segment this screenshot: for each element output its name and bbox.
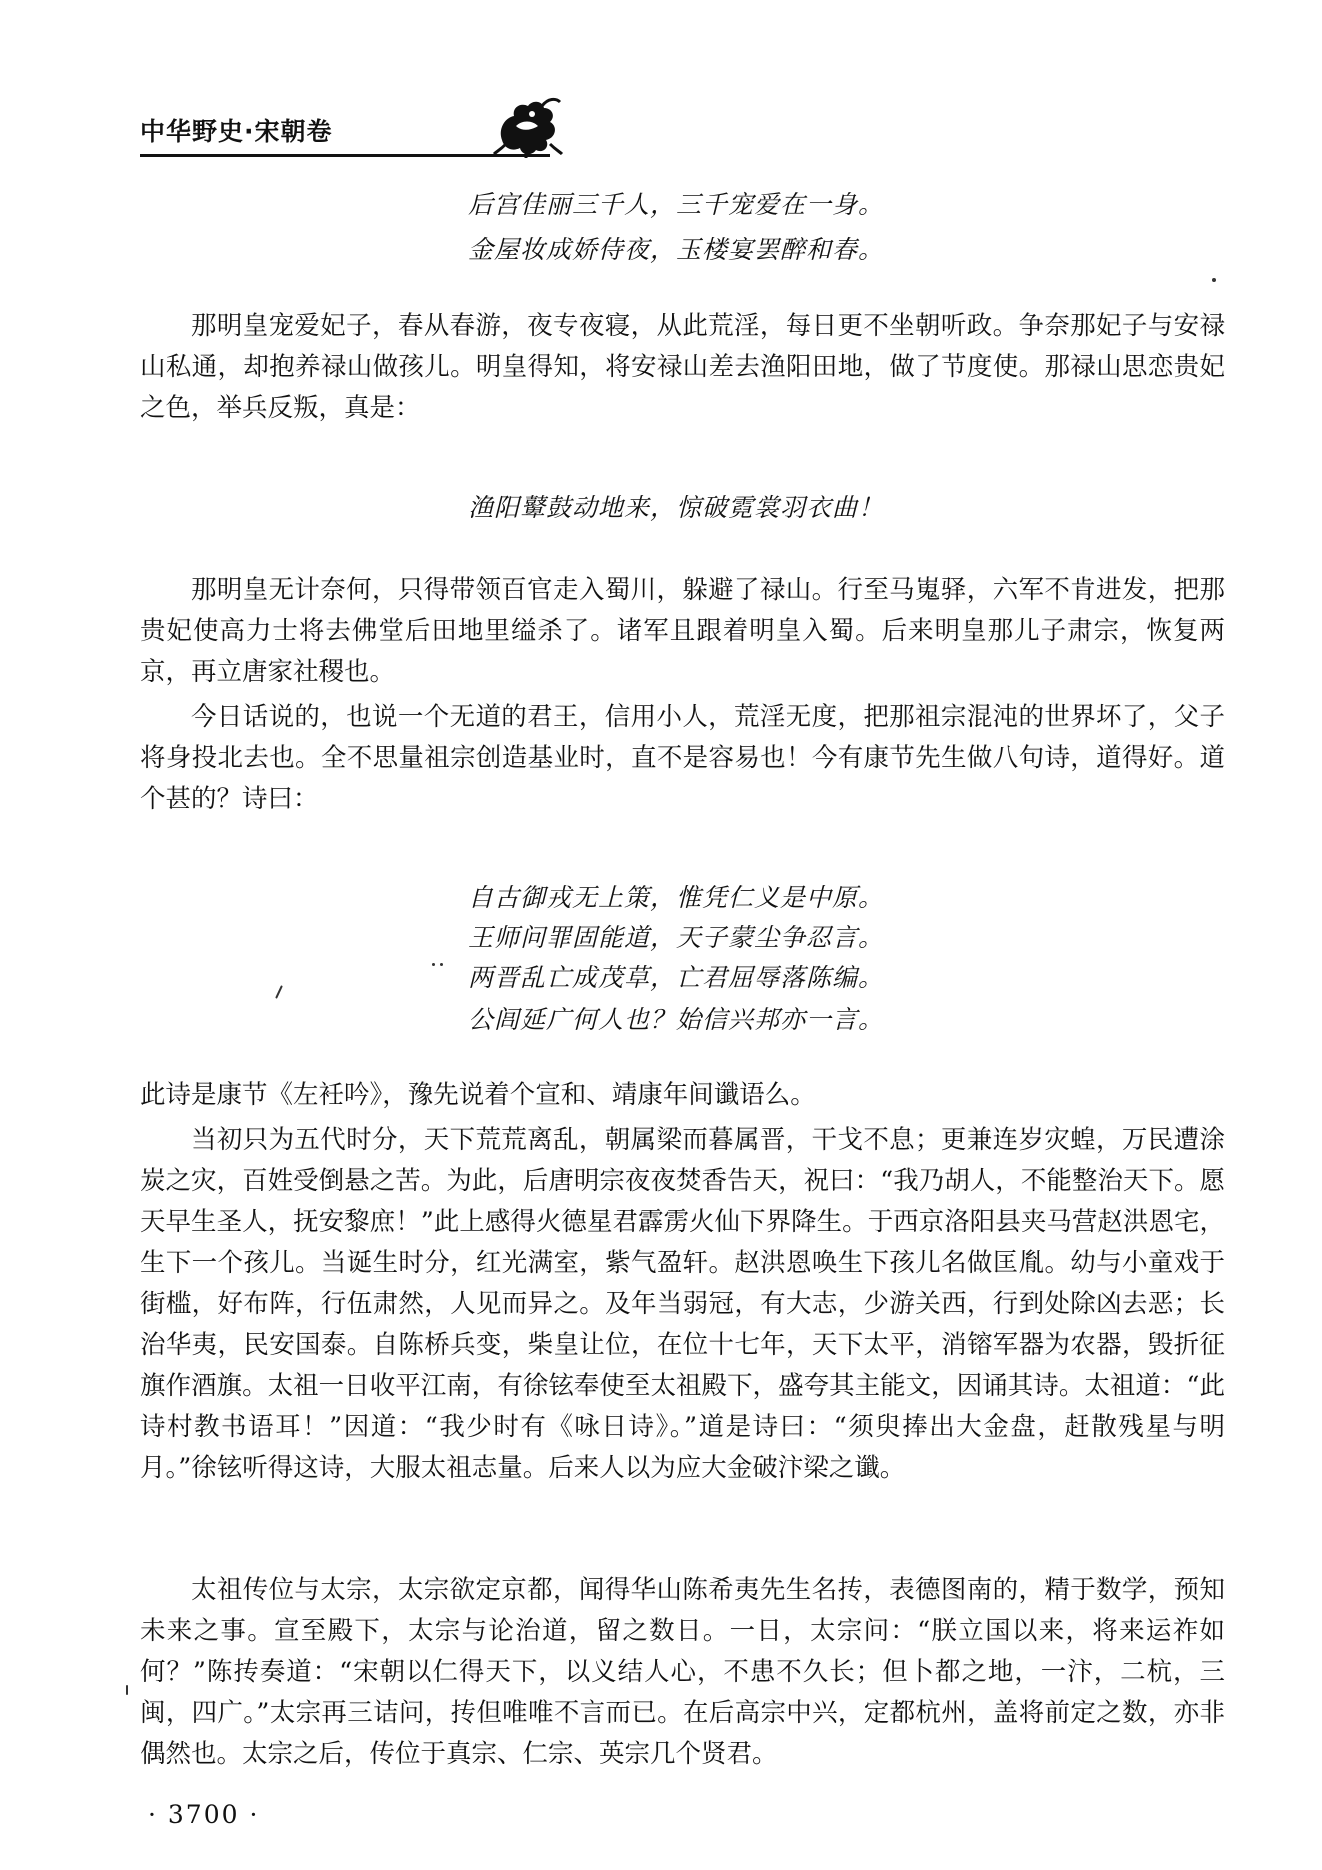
paragraph: 此诗是康节《左衽吟》，豫先说着个宣和、靖康年间谶语么。 — [140, 1080, 816, 1110]
paragraph: 今日话说的，也说一个无道的君王，信用小人，荒淫无度，把那祖宗混沌的世界坏了，父子将身投北去也。全不思量祖宗创造基业时，直不是容易也！今有康节先生做八句诗，道得好。道个甚的？诗曰： — [140, 702, 1225, 814]
paragraph: 太祖传位与太宗，太宗欲定京都，闻得华山陈希夷先生名抟，表德图南的，精于数学，预知未来之事。宣至殿下，太宗与论治道，留之数日。一日，太宗问：“朕立国以来，将来运祚如何？”陈抟奏道：“宋朝以仁得天下，以义结人心，不患不久长；但卜都之地，一汴，二杭，三闽，四广。”太宗再三诘问，抟但唯唯不言而已。在后高宗中兴，定都杭州，盖将前定之数，亦非偶然也。太宗之后，传位于真宗、仁宗、英宗几个贤君。 — [140, 1575, 1225, 1769]
header-rule — [140, 154, 550, 157]
poem-line: 王师问罪固能道，天子蒙尘争忍言。 — [468, 923, 885, 952]
poem-line: 两晋乱亡成茂草，亡君屈辱落陈编。 — [468, 963, 885, 992]
poem-line: 自古御戎无上策，惟凭仁义是中原。 — [468, 883, 885, 912]
poem-line: 公闾延广何人也？始信兴邦亦一言。 — [468, 1005, 885, 1034]
scan-speck — [432, 963, 435, 966]
poem-line: 金屋妆成娇侍夜，玉楼宴罢醉和春。 — [468, 235, 885, 264]
dragon-emblem-icon — [492, 96, 564, 158]
scan-speck — [275, 985, 283, 999]
page-number: · 3700 · — [148, 1800, 260, 1829]
scan-speck — [440, 963, 443, 966]
paragraph: 当初只为五代时分，天下荒荒离乱，朝属梁而暮属晋，干戈不息；更兼连岁灾蝗，万民遭涂炭之灾，百姓受倒悬之苦。为此，后唐明宗夜夜焚香告天，祝曰：“我乃胡人，不能整治天下。愿天早生圣人，抚安黎庶！”此上感得火德星君霹雳火仙下界降生。于西京洛阳县夹马营赵洪恩宅，生下一个孩儿。当诞生时分，红光满室，紫气盈轩。赵洪恩唤生下孩儿名做匡胤。幼与小童戏于街槛，好布阵，行伍肃然，人见而异之。及年当弱冠，有大志，少游关西，行到处除凶去恶；长治华夷，民安国泰。自陈桥兵变，柴皇让位，在位十七年，天下太平，消镕军器为农器，毁折征旗作酒旗。太祖一日收平江南，有徐铉奉使至太祖殿下，盛夸其主能文，因诵其诗。太祖道：“此诗村教书语耳！”因道：“我少时有《咏日诗》。”道是诗曰：“须臾捧出大金盘，赶散残星与明月。”徐铉听得这诗，大服太祖志量。后来人以为应大金破汴梁之谶。 — [140, 1125, 1225, 1483]
paragraph: 那明皇无计奈何，只得带领百官走入蜀川，躲避了禄山。行至马嵬驿，六军不肯进发，把那贵妃使高力士将去佛堂后田地里缢杀了。诸军且跟着明皇入蜀。后来明皇那儿子肃宗，恢复两京，再立唐家社稷也。 — [140, 575, 1225, 687]
paragraph: 那明皇宠爱妃子，春从春游，夜专夜寝，从此荒淫，每日更不坐朝听政。争奈那妃子与安禄山私通，却抱养禄山做孩儿。明皇得知，将安禄山差去渔阳田地，做了节度使。那禄山思恋贵妃之色，举兵反叛，真是： — [140, 311, 1225, 423]
running-header — [140, 108, 810, 158]
poem-line: 后宫佳丽三千人，三千宠爱在一身。 — [468, 190, 885, 219]
scan-speck — [126, 1685, 128, 1695]
verse-line: 渔阳鼙鼓动地来，惊破霓裳羽衣曲！ — [468, 493, 885, 522]
scan-speck — [1212, 278, 1216, 282]
header-title: 中华野史·宋朝卷 — [140, 117, 333, 146]
